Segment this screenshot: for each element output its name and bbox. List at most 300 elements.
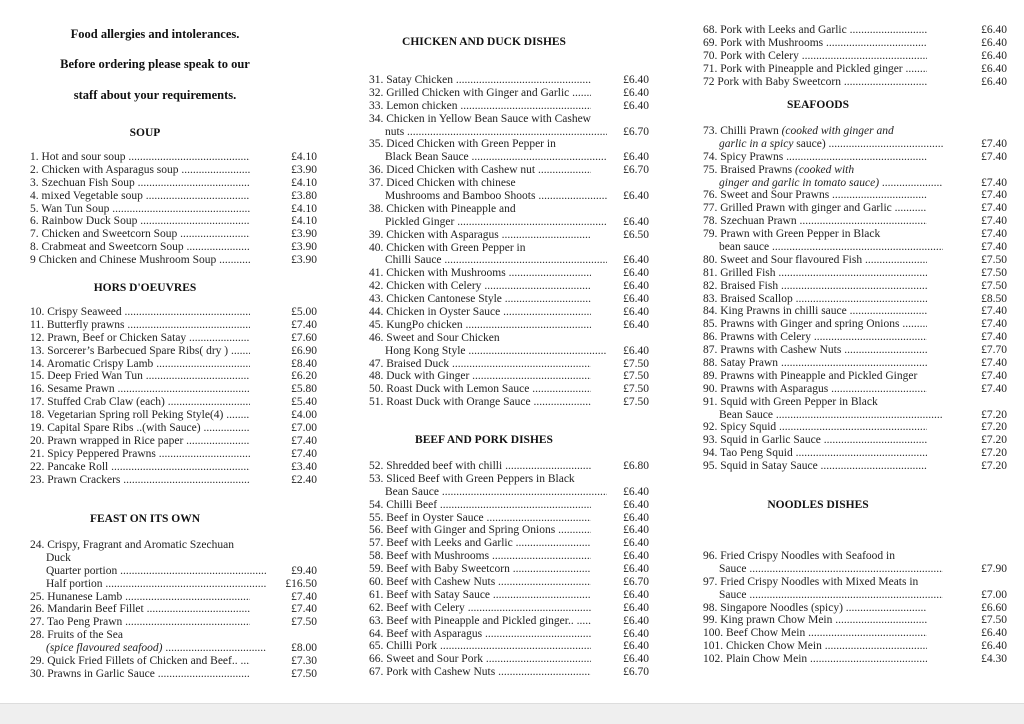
item-text: Beef in Oyster Sauce — [386, 511, 484, 524]
item-number: 48. — [369, 370, 384, 383]
item-price: £7.50 — [981, 614, 1007, 627]
menu-item-name — [703, 280, 927, 293]
menu-item-name — [703, 24, 927, 37]
item-price: £9.40 — [291, 564, 317, 577]
menu-item-name — [703, 447, 927, 460]
menu-item-name — [369, 113, 591, 126]
menu-item-name — [369, 537, 591, 550]
menu-item — [703, 550, 1007, 563]
item-price: £6.40 — [623, 267, 649, 280]
menu-item-continuation — [369, 216, 649, 229]
item-price: £7.70 — [981, 344, 1007, 357]
item-price: £7.30 — [291, 655, 317, 668]
item-text-continued: sauce) — [793, 137, 826, 150]
menu-item-name-continued — [369, 126, 607, 139]
item-number: 22. — [30, 460, 45, 473]
menu-item — [369, 280, 649, 293]
item-price: £4.10 — [291, 202, 317, 215]
menu-item — [369, 576, 649, 589]
item-number: 7. — [30, 228, 39, 241]
menu-item — [30, 629, 317, 642]
page-bottom-edge — [0, 703, 1024, 724]
item-number: 54. — [369, 498, 384, 511]
item-number: 10. — [30, 306, 45, 318]
menu-item-name-continued — [369, 254, 607, 267]
menu-item-name — [369, 576, 591, 589]
menu-item — [30, 539, 317, 552]
item-text: Sweet and Sour Chicken — [386, 331, 500, 344]
menu-item-name — [703, 164, 927, 177]
item-price: £16.50 — [285, 577, 317, 590]
menu-item — [703, 383, 1007, 396]
section-heading: CHICKEN AND DUCK DISHES — [402, 36, 566, 48]
item-price: £5.40 — [291, 396, 317, 409]
menu-item-name — [30, 629, 250, 642]
item-text: Vegetarian Spring roll Peking Style(4) — [47, 409, 224, 422]
menu-item — [30, 668, 317, 681]
item-text-continued: Duck — [46, 551, 71, 564]
item-number: 33. — [369, 99, 384, 112]
menu-item-name-continued — [703, 138, 943, 151]
item-text: Aromatic Crispy Lamb — [46, 357, 154, 370]
menu-item-name — [703, 640, 927, 653]
item-number: 12. — [30, 331, 45, 344]
item-price: £7.40 — [981, 228, 1007, 241]
menu-item-name — [30, 358, 250, 371]
item-number: 66. — [369, 653, 384, 666]
item-text: Prawns with Cashew Nuts — [720, 344, 842, 357]
item-price: £6.70 — [623, 666, 649, 679]
menu-item — [369, 537, 649, 550]
item-text: Quick Fried Fillets of Chicken and Beef.. — [47, 655, 238, 668]
menu-item-name — [30, 591, 250, 604]
allergy-notice-line-2: Before ordering please speak to our — [60, 57, 250, 71]
menu-item-name — [369, 87, 591, 100]
item-text: Fruits of the Sea — [47, 629, 123, 642]
item-text: Beef with Satay Sauce — [386, 588, 491, 601]
menu-item-name — [703, 421, 927, 434]
item-price: £8.40 — [291, 357, 317, 370]
menu-item — [30, 215, 317, 228]
menu-item — [369, 100, 649, 113]
item-text-continued: Bean Sauce — [385, 485, 439, 498]
menu-item-name — [369, 203, 591, 216]
menu-item — [30, 358, 317, 371]
item-text: King prawn Chow Mein — [720, 614, 833, 627]
item-text: Beef with Cashew Nuts — [386, 576, 496, 589]
item-text: Chicken with Pineapple and — [386, 202, 516, 215]
item-price: £7.50 — [291, 616, 317, 629]
item-text: Chicken with Green Pepper in — [386, 241, 526, 254]
item-number: 25. — [30, 590, 45, 603]
item-number: 80. — [703, 253, 718, 266]
item-text: Duck with Ginger — [386, 370, 470, 383]
item-number: 72 — [703, 75, 715, 88]
menu-item-name-continued — [703, 589, 943, 602]
item-text: Sweet and Sour flavoured Fish — [720, 253, 863, 266]
item-description: (cooked with — [795, 163, 855, 176]
item-number: 38. — [369, 202, 384, 215]
item-number: 68. — [703, 24, 718, 36]
menu-item-continuation — [369, 345, 649, 358]
item-number: 69. — [703, 36, 718, 49]
item-text: Grilled Fish — [720, 266, 776, 279]
menu-item — [30, 345, 317, 358]
menu-item-name — [30, 396, 250, 409]
item-text: Beef Chow Mein — [726, 627, 806, 640]
item-price: £7.90 — [981, 562, 1007, 575]
item-price: £6.60 — [981, 601, 1007, 614]
menu-item-name — [369, 396, 591, 409]
item-text-continued: Sauce — [719, 562, 747, 575]
menu-item — [369, 229, 649, 242]
item-price: £7.50 — [623, 370, 649, 383]
item-text-continued: Black Bean Sauce — [385, 151, 469, 164]
menu-item — [30, 332, 317, 345]
item-price: £2.40 — [291, 473, 317, 486]
menu-item — [703, 215, 1007, 228]
menu-item-name-continued — [703, 241, 943, 254]
item-text: Sliced Beef with Green Peppers in Black — [386, 472, 575, 485]
item-text: Pork with Mushrooms — [720, 36, 824, 49]
item-number: 100. — [703, 627, 724, 640]
item-price: £3.40 — [291, 460, 317, 473]
menu-item — [369, 499, 649, 512]
menu-item — [369, 177, 649, 190]
item-price: £7.40 — [981, 150, 1007, 163]
item-number: 6. — [30, 215, 39, 228]
menu-item — [30, 474, 317, 487]
item-text: Fried Crispy Noodles with Seafood in — [720, 550, 895, 562]
menu-item-name — [369, 499, 591, 512]
item-number: 76. — [703, 189, 718, 202]
menu-section — [30, 151, 317, 267]
menu-item-name — [30, 332, 250, 345]
item-number: 98. — [703, 601, 718, 614]
menu-item-name — [703, 151, 927, 164]
allergy-notice-line-3: staff about your requirements. — [73, 88, 237, 102]
menu-item-name — [369, 473, 591, 486]
menu-item-name — [30, 151, 250, 164]
section-heading: FEAST ON ITS OWN — [89, 513, 201, 525]
item-price: £6.70 — [623, 125, 649, 138]
item-text: Deep Fried Wan Tun — [47, 370, 143, 383]
item-price: £7.20 — [981, 408, 1007, 421]
item-price: £7.40 — [981, 331, 1007, 344]
item-number: 62. — [369, 601, 384, 614]
item-number: 83. — [703, 292, 718, 305]
item-text-continued: Pickled Ginger — [385, 215, 455, 228]
item-text: Chilli Pork — [386, 640, 438, 653]
item-number: 24. — [30, 539, 45, 551]
item-number: 18. — [30, 409, 45, 422]
item-number: 92. — [703, 421, 718, 434]
item-text: Roast Duck with Lemon Sauce — [386, 383, 530, 396]
item-number: 77. — [703, 202, 718, 215]
item-price: £6.40 — [981, 75, 1007, 88]
item-number: 71. — [703, 62, 718, 75]
item-price: £7.60 — [291, 331, 317, 344]
menu-item-name — [30, 578, 266, 591]
item-price: £7.50 — [981, 279, 1007, 292]
menu-column-2 — [369, 0, 649, 700]
menu-item-name — [30, 345, 250, 358]
menu-item — [369, 512, 649, 525]
item-price: £7.50 — [623, 383, 649, 396]
item-text: Grilled Chicken with Ginger and Garlic — [386, 86, 570, 99]
item-number: 81. — [703, 266, 718, 279]
menu-item-name — [30, 539, 250, 552]
item-number: 59. — [369, 563, 384, 576]
item-price: £6.40 — [623, 588, 649, 601]
menu-item-name — [703, 602, 927, 615]
item-text: Beef with Mushrooms — [386, 550, 490, 563]
item-number: 14. — [30, 357, 45, 370]
item-text: Chilli Prawn — [720, 125, 782, 137]
item-number: 41. — [369, 267, 384, 280]
menu-item-name — [703, 550, 927, 563]
item-text: Szechuan Prawn — [720, 215, 797, 228]
item-text: Hot and sour soup — [41, 151, 126, 163]
item-price: £6.40 — [623, 74, 649, 86]
item-price: £3.90 — [291, 163, 317, 176]
menu-item — [703, 125, 1007, 138]
menu-item — [369, 242, 649, 255]
item-description: garlic in a spicy — [719, 137, 794, 150]
item-number: 57. — [369, 537, 384, 550]
item-price: £6.40 — [623, 653, 649, 666]
menu-item-name — [703, 357, 927, 370]
menu-item-name — [703, 267, 927, 280]
item-price: £6.40 — [623, 86, 649, 99]
item-price: £6.40 — [981, 627, 1007, 640]
item-text: Chicken with Celery — [386, 280, 482, 293]
menu-section — [369, 460, 649, 679]
item-number: 34. — [369, 112, 384, 125]
menu-item — [703, 318, 1007, 331]
menu-item-name — [369, 666, 591, 679]
menu-item-name — [703, 396, 927, 409]
menu-item-continuation — [703, 409, 1007, 422]
menu-item-name — [30, 228, 250, 241]
item-number: 91. — [703, 395, 718, 408]
item-text-continued: bean sauce — [719, 241, 770, 254]
item-price: £6.40 — [623, 254, 649, 267]
item-number: 99. — [703, 614, 718, 627]
item-price: £6.40 — [623, 627, 649, 640]
item-number: 63. — [369, 614, 384, 627]
item-number: 65. — [369, 640, 384, 653]
menu-item — [369, 460, 649, 473]
menu-item-name — [369, 358, 591, 371]
menu-section — [30, 306, 317, 486]
item-price: £7.40 — [981, 202, 1007, 215]
item-text: Beef with Baby Sweetcorn — [386, 563, 510, 576]
item-number: 21. — [30, 447, 45, 460]
item-text: Beef with Pineapple and Pickled ginger.. — [386, 614, 574, 627]
item-price: £8.00 — [291, 642, 317, 655]
item-number: 28. — [30, 629, 45, 642]
item-price: £6.40 — [623, 524, 649, 537]
item-price: £6.40 — [981, 36, 1007, 49]
item-price: £6.80 — [623, 460, 649, 472]
item-text-continued: Chilli Sauce — [385, 254, 442, 267]
menu-item — [703, 37, 1007, 50]
menu-item-name — [369, 653, 591, 666]
item-text: Capital Spare Ribs ..(with Sauce) — [47, 422, 201, 435]
menu-item-name — [30, 461, 250, 474]
menu-item — [703, 280, 1007, 293]
menu-item-name — [30, 474, 250, 487]
menu-item — [703, 370, 1007, 383]
item-price: £7.00 — [291, 422, 317, 435]
menu-item — [30, 151, 317, 164]
menu-item — [703, 576, 1007, 589]
menu-item-name — [30, 565, 266, 578]
menu-item-name — [30, 422, 250, 435]
item-price: £7.40 — [291, 434, 317, 447]
menu-item — [703, 24, 1007, 37]
item-price: £7.40 — [291, 590, 317, 603]
menu-item-name — [703, 460, 927, 473]
menu-item — [369, 306, 649, 319]
menu-item — [703, 202, 1007, 215]
item-price: £6.40 — [981, 62, 1007, 75]
menu-item-name — [369, 164, 591, 177]
item-number: 3. — [30, 176, 39, 189]
item-text: Chicken in Yellow Bean Sauce with Cashew — [386, 112, 591, 125]
item-price: £6.40 — [981, 49, 1007, 62]
item-price: £6.40 — [623, 99, 649, 112]
item-text: Beef with Leeks and Garlic — [386, 537, 513, 550]
menu-item-name — [30, 616, 250, 629]
item-number: 42. — [369, 280, 384, 293]
menu-item — [30, 254, 317, 267]
item-text: KungPo chicken — [386, 318, 463, 331]
item-number: 73. — [703, 125, 718, 137]
item-price: £7.00 — [981, 588, 1007, 601]
item-text: Sesame Prawn — [47, 383, 115, 396]
menu-item-name — [369, 512, 591, 525]
menu-item-name — [369, 177, 591, 190]
menu-item — [369, 653, 649, 666]
menu-item — [30, 591, 317, 604]
item-number: 53. — [369, 472, 384, 485]
item-text: Beef with Celery — [386, 601, 465, 614]
item-text: Lemon chicken — [386, 99, 458, 112]
menu-item — [703, 344, 1007, 357]
item-text: Shredded beef with chilli — [386, 460, 503, 472]
item-text: Braised Prawns — [720, 163, 795, 176]
item-number: 74. — [703, 150, 718, 163]
menu-section — [369, 74, 649, 409]
item-text-continued: nuts — [385, 125, 405, 138]
menu-item — [703, 63, 1007, 76]
menu-item — [703, 254, 1007, 267]
item-number: 31. — [369, 74, 384, 86]
menu-item-name — [703, 125, 927, 138]
item-text: Mandarin Beef Fillet — [47, 603, 144, 616]
menu-item — [703, 653, 1007, 666]
menu-item — [30, 616, 317, 629]
menu-item — [30, 603, 317, 616]
item-number: 84. — [703, 305, 718, 318]
item-price: £7.40 — [981, 357, 1007, 370]
item-price: £3.80 — [291, 189, 317, 202]
menu-item — [30, 306, 317, 319]
item-price: £7.20 — [981, 421, 1007, 434]
item-price: £6.40 — [623, 601, 649, 614]
menu-item-name-continued — [369, 216, 607, 229]
menu-item-name-continued — [369, 190, 607, 203]
item-text: Spicy Peppered Prawns — [47, 447, 156, 460]
menu-item — [703, 151, 1007, 164]
menu-section — [30, 539, 317, 681]
menu-item-name — [369, 640, 591, 653]
menu-item-name — [369, 293, 591, 306]
menu-item-name — [703, 627, 927, 640]
menu-item-name — [703, 331, 927, 344]
menu-item — [703, 293, 1007, 306]
item-text: Plain Chow Mein — [726, 653, 808, 666]
item-price: £5.80 — [291, 383, 317, 396]
item-text: Chicken in Oyster Sauce — [386, 306, 501, 319]
item-number: 37. — [369, 177, 384, 190]
item-number: 47. — [369, 357, 384, 370]
item-number: 82. — [703, 279, 718, 292]
item-price: £6.40 — [623, 344, 649, 357]
menu-item — [30, 319, 317, 332]
menu-item — [369, 396, 649, 409]
item-text: Chicken with Asparagus soup — [41, 163, 179, 176]
menu-item-name-continued — [30, 552, 266, 565]
item-number: 32. — [369, 86, 384, 99]
menu-section — [703, 550, 1007, 666]
item-description: (cooked with ginger and — [781, 125, 894, 137]
item-text: Braised Duck — [386, 357, 450, 370]
item-price: £7.40 — [981, 318, 1007, 331]
menu-item — [30, 578, 317, 591]
section-heading: HORS D'OEUVRES — [93, 282, 197, 294]
item-description: ginger and garlic in tomato sauce) — [719, 176, 880, 189]
menu-item-name — [703, 344, 927, 357]
menu-item — [30, 164, 317, 177]
menu-item-name — [30, 448, 250, 461]
menu-item — [30, 435, 317, 448]
section-heading: SOUP — [129, 127, 161, 139]
menu-item-continuation — [703, 589, 1007, 602]
menu-item-name-continued — [369, 345, 607, 358]
item-text: Prawns with Ginger and spring Onions — [720, 318, 900, 331]
item-price: £7.50 — [981, 253, 1007, 266]
item-text: Braised Scallop — [720, 292, 793, 305]
menu-item — [703, 627, 1007, 640]
menu-item-name — [30, 215, 250, 228]
menu-item-continuation — [369, 254, 649, 267]
item-number: 39. — [369, 228, 384, 241]
item-text: Stuffed Crab Claw (each) — [47, 396, 165, 409]
item-text: Prawn, Beef or Chicken Satay — [47, 331, 187, 344]
menu-item — [369, 383, 649, 396]
item-number: 94. — [703, 447, 718, 460]
item-price: £7.40 — [981, 137, 1007, 150]
menu-item — [369, 293, 649, 306]
menu-item — [369, 524, 649, 537]
item-text: Sweet and Sour Prawns — [720, 189, 830, 202]
item-text: Chicken Cantonese Style — [386, 293, 502, 306]
item-price: £7.50 — [981, 266, 1007, 279]
item-price: £7.40 — [981, 176, 1007, 189]
